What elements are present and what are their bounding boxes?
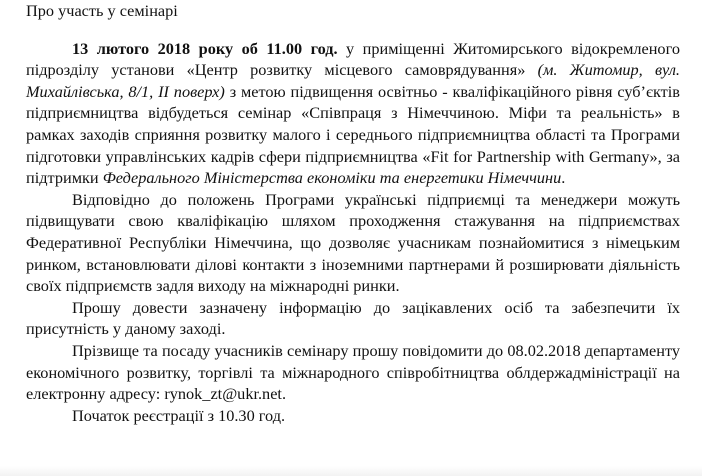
announcement-text-a: у приміщенні Житомирського відокремленого підрозділу установи «Центр розвитку місцевого самоврядування» — [26, 38, 680, 80]
letter-body — [26, 0, 680, 426]
paragraph-program: Відповідно до положень Програми українські підприємці та менеджери можуть підвищувати свою кваліфікацію шляхом проходження стажування на підприємствах Федеративної Республіки Німеччина, що дозволяє учасникам познайомитися з німецьким ринком, встановлювати ділові контакти з іноземними партнерами й розширювати діяльність своїх підприємств задля виходу на міжнародні ринки. — [26, 189, 680, 296]
spacer — [26, 22, 680, 38]
paragraph-request: Прошу довести зазначену інформацію до зацікавлених осіб та забезпечити їх присутність у даному заході. — [26, 297, 680, 339]
announcement-text-b: з метою підвищення освітньо - кваліфікаційного рівня суб’єктів підприємництва відбудеться семінар «Співпраця з Німеччиною. Міфи та реальність» в рамках заходів сприяння розвитку малого і середнього підприємництва області та Програми підготовки управлінських кадрів сфери підприємництва «Fit for Partnership with Germany», за підтримки — [26, 81, 680, 188]
page-bottom-fade — [0, 466, 702, 476]
paragraph-registration-contacts: Прізвище та посаду учасників семінару прошу повідомити до 08.02.2018 департаменту економічного розвитку, торгівлі та міжнародного співробітництва облдержадміністрації на електронну адресу: rynok_zt@ukr.net. — [26, 340, 680, 404]
letter-subject: Про участь у семінарі — [26, 1, 178, 20]
announcement-text-c: . — [561, 168, 566, 188]
supporting-ministry: Федерального Міністерства економіки та енергетики Німеччини — [102, 168, 562, 188]
paragraph-registration-start: Початок реєстрації з 10.30 год. — [72, 405, 286, 425]
seminar-address: (м. Житомир, вул. Михайлівська, 8/1, ІІ поверх) — [26, 60, 680, 101]
seminar-date-time: 13 лютого 2018 року об 11.00 год. — [72, 38, 338, 58]
paragraph-announcement — [26, 38, 680, 189]
